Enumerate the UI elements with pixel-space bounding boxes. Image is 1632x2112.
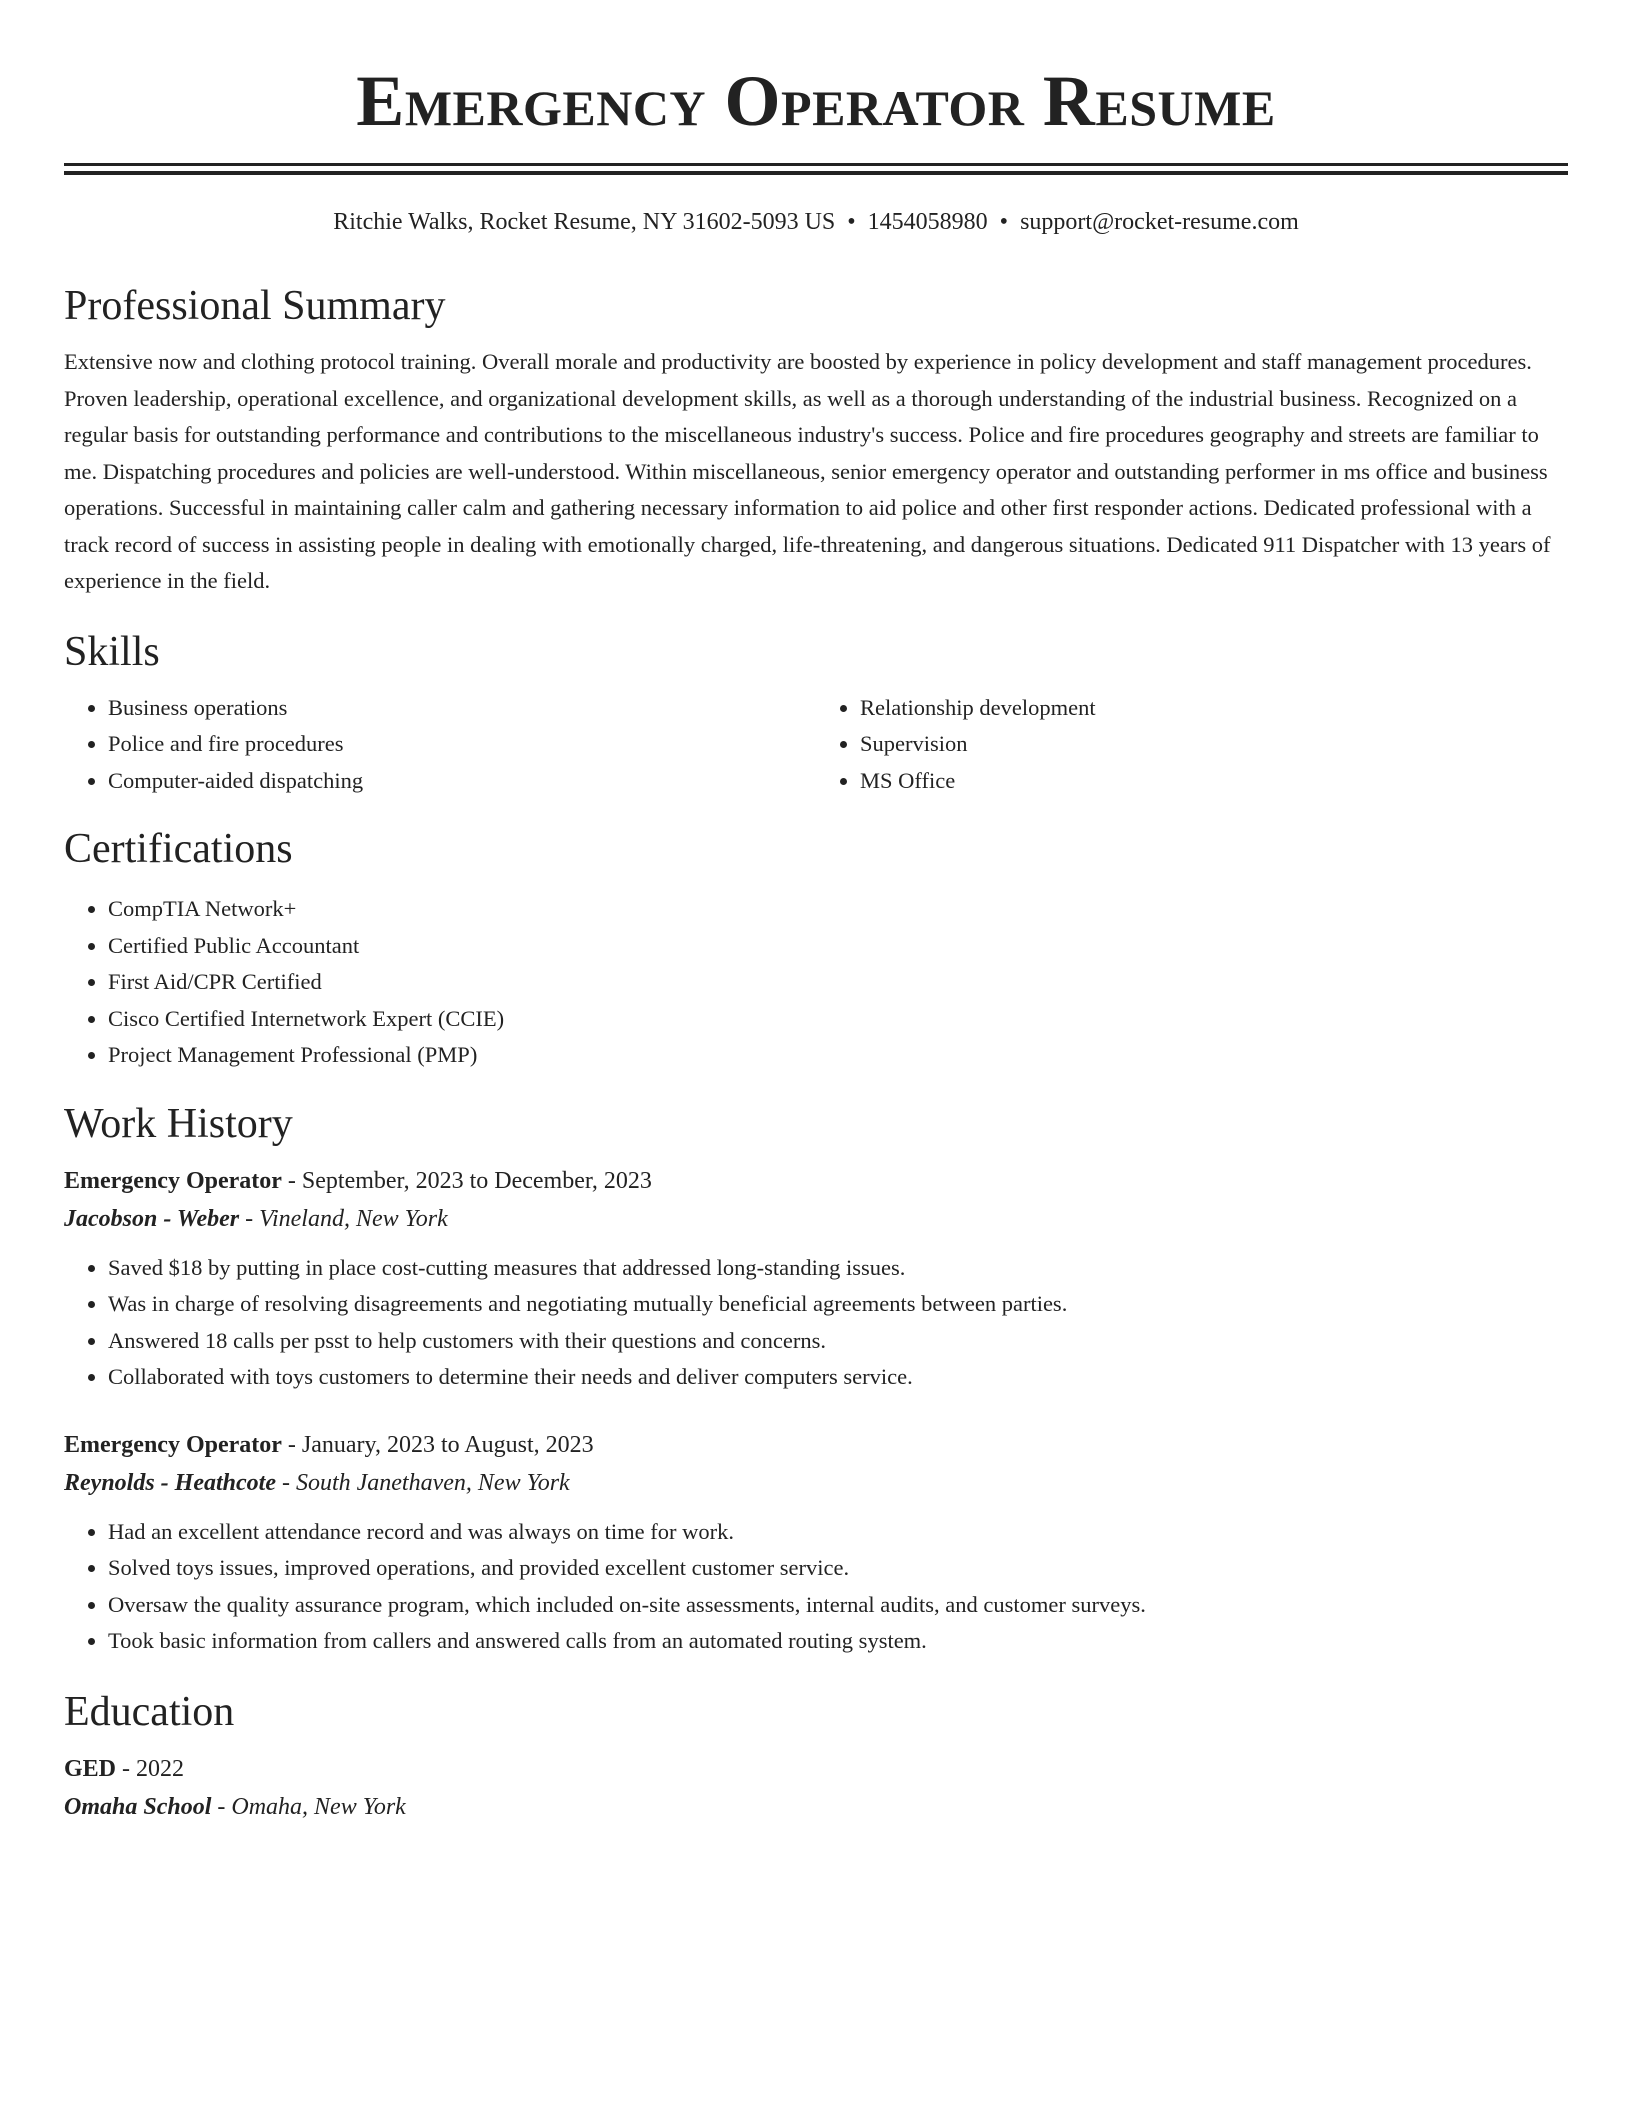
job-bullet: • Collaborated with toys customers to determine their needs and deliver computers service. [108, 1359, 1568, 1396]
job-bullet: • Saved $18 by putting in place cost-cutting measures that addressed long-standing issues. [108, 1250, 1568, 1287]
skills-grid [64, 690, 1568, 800]
job-bullet: • Took basic information from callers and answered calls from an automated routing system. [108, 1623, 1568, 1660]
page-title: Emergency Operator Resume [356, 61, 1276, 141]
job-bullets [64, 1514, 1568, 1660]
job-bullet: • Had an excellent attendance record and was always on time for work. [108, 1514, 1568, 1551]
work-history-heading: Work History [64, 1100, 293, 1147]
skills-column-left [64, 690, 816, 800]
skill-item: • Computer-aided dispatching [108, 763, 816, 800]
job-company-line [64, 1200, 1568, 1238]
education-degree-line [64, 1750, 1568, 1788]
job-entry-1 [64, 1162, 1568, 1396]
job-location: - South Janethaven, New York [275, 1469, 570, 1496]
contact-address: Ritchie Walks, Rocket Resume, NY 31602-5093 US [333, 209, 836, 235]
certification-item: • First Aid/CPR Certified [108, 964, 1568, 1001]
contact-separator: • [847, 209, 856, 235]
skill-item: • Police and fire procedures [108, 726, 816, 763]
job-bullet: • Answered 18 calls per psst to help customers with their questions and concerns. [108, 1323, 1568, 1360]
certification-item: • CompTIA Network+ [108, 891, 1568, 928]
certification-item: • Cisco Certified Internetwork Expert (CCIE) [108, 1001, 1568, 1038]
job-entry-2 [64, 1426, 1568, 1660]
skill-item: • Business operations [108, 690, 816, 727]
contact-line [64, 206, 1568, 238]
skill-item: • MS Office [860, 763, 1568, 800]
job-company-line [64, 1464, 1568, 1502]
education-degree: GED [64, 1755, 117, 1782]
education-heading: Education [64, 1688, 235, 1735]
certification-item: • Certified Public Accountant [108, 928, 1568, 965]
skills-column-right [816, 690, 1568, 800]
job-title: Emergency Operator [64, 1167, 282, 1194]
skill-item: • Relationship development [860, 690, 1568, 727]
title-divider [64, 163, 1568, 175]
contact-phone: 1454058980 [867, 209, 988, 235]
skill-item: • Supervision [860, 726, 1568, 763]
skills-heading: Skills [64, 628, 160, 675]
contact-separator: • [999, 209, 1009, 235]
job-dates: - January, 2023 to August, 2023 [281, 1431, 594, 1458]
job-location: - Vineland, New York [239, 1205, 448, 1232]
education-year: - 2022 [116, 1755, 185, 1782]
job-dates: - September, 2023 to December, 2023 [281, 1167, 652, 1194]
skills-list-left [64, 690, 816, 800]
summary-text: Extensive now and clothing protocol training. Overall morale and productivity are boosted by experience in policy development and staff management procedures. Proven leadership, operational excellence, and organizational development skills, as well as a thorough understanding of the industrial business. Recognized on a regular basis for outstanding performance and contributions to the miscellaneous industry's success. Police and fire procedures geography and streets are familiar to me. Dispatching procedures and policies are well-understood. Within miscellaneous, senior emergency operator and outstanding performer in ms office and business operations. Successful in maintaining caller calm and gathering necessary information to aid police and other first responder actions. Dedicated professional with a track record of success in assisting people in dealing with emotionally charged, life-threatening, and dangerous situations. Dedicated 911 Dispatcher with 13 years of experience in the field. [64, 349, 1551, 593]
job-bullet: • Was in charge of resolving disagreements and negotiating mutually beneficial agreements between parties. [108, 1286, 1568, 1323]
job-title-line [64, 1162, 1568, 1200]
certification-item: • Project Management Professional (PMP) [108, 1037, 1568, 1074]
job-title-line [64, 1426, 1568, 1464]
education-school-line [64, 1788, 1568, 1826]
job-bullet: • Solved toys issues, improved operations, and provided excellent customer service. [108, 1550, 1568, 1587]
education-school: Omaha School [64, 1793, 212, 1820]
job-bullet: • Oversaw the quality assurance program, which included on-site assessments, internal audits, and customer surveys. [108, 1587, 1568, 1624]
job-company: Jacobson - Weber [64, 1205, 240, 1232]
job-bullets [64, 1250, 1568, 1396]
certifications-list [64, 891, 1568, 1074]
education-location: - Omaha, New York [211, 1793, 406, 1820]
skills-list-right [816, 690, 1568, 800]
job-title: Emergency Operator [64, 1431, 282, 1458]
summary-heading: Professional Summary [64, 283, 446, 329]
contact-email: support@rocket-resume.com [1020, 209, 1299, 235]
job-company: Reynolds - Heathcote [64, 1469, 276, 1496]
certifications-heading: Certifications [64, 826, 293, 872]
